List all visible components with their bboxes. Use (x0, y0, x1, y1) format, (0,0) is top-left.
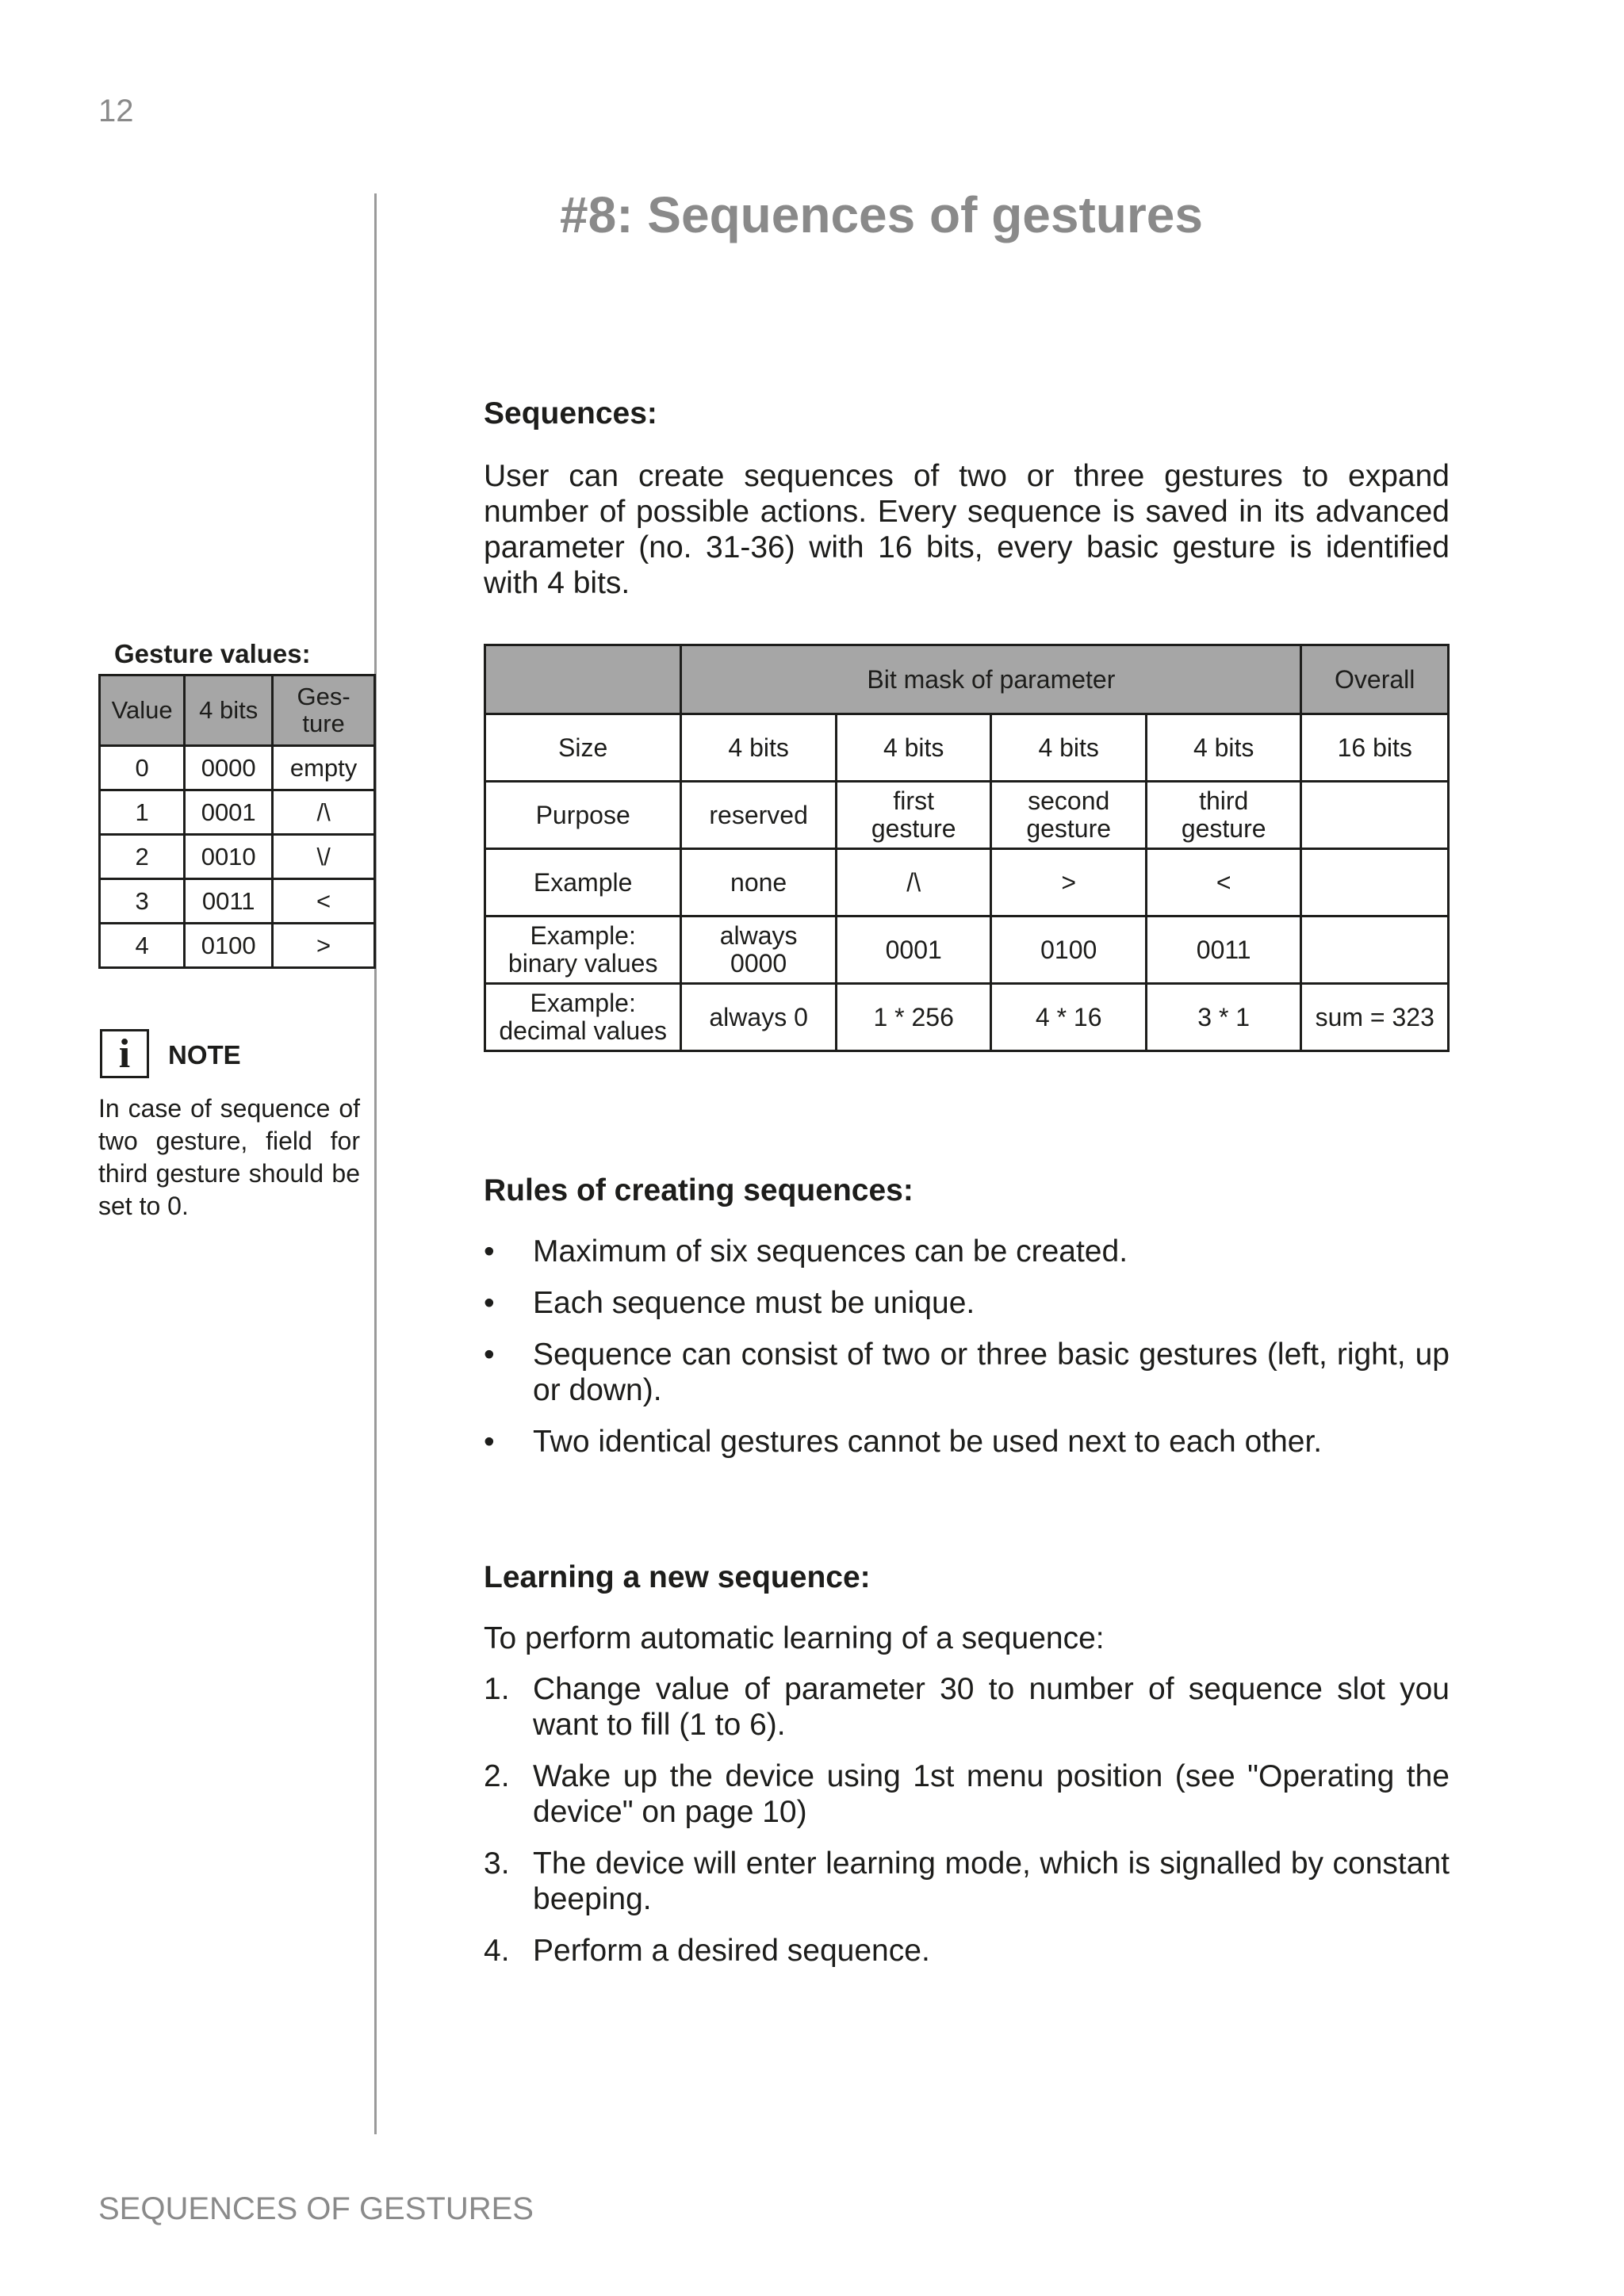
page-footer: SEQUENCES OF GESTURES (98, 2191, 534, 2226)
table-cell: 0001 (836, 916, 991, 984)
list-item (484, 1424, 1450, 1460)
list-item-text: Sequence can consist of two or three basic gestures (left, right, up or down). (533, 1337, 1450, 1407)
table-cell: none (681, 849, 837, 916)
list-item-text: Each sequence must be unique. (533, 1286, 975, 1320)
table-header-cell: 4 bits (185, 675, 273, 746)
table-row (100, 746, 375, 790)
table-cell: 1 * 256 (836, 984, 991, 1051)
table-row (485, 849, 1449, 916)
table-cell: /\ (836, 849, 991, 916)
table-cell: 4 bits (1146, 714, 1301, 782)
note-label: NOTE (168, 1040, 241, 1070)
learning-steps (484, 1671, 1450, 1984)
table-header-cell: Ges- ture (273, 675, 375, 746)
bullet-marker: • (484, 1425, 495, 1459)
list-item-text: The device will enter learning mode, which is signalled by constant beeping. (533, 1846, 1450, 1916)
table-row (485, 984, 1449, 1051)
bullet-marker: • (484, 1286, 495, 1320)
sidebar-divider (374, 193, 377, 2134)
table-header-cell: Value (100, 675, 185, 746)
row-label-cell: Example: decimal values (485, 984, 681, 1051)
list-item (484, 1758, 1450, 1830)
table-row (485, 782, 1449, 849)
page-number: 12 (98, 94, 134, 128)
row-label-cell: Example: binary values (485, 916, 681, 984)
learning-intro: To perform automatic learning of a sequence: (484, 1621, 1105, 1655)
table-cell: < (1146, 849, 1301, 916)
table-cell: 16 bits (1301, 714, 1449, 782)
list-item (484, 1846, 1450, 1917)
note-text: In case of sequence of two gesture, field for third gesture should be set to 0. (98, 1094, 360, 1220)
table-row (485, 916, 1449, 984)
gesture-values-table (98, 674, 376, 969)
table-cell (1301, 916, 1449, 984)
list-item (484, 1671, 1450, 1743)
sequences-heading: Sequences: (484, 396, 657, 430)
table-cell: 3 * 1 (1146, 984, 1301, 1051)
table-cell: third gesture (1146, 782, 1301, 849)
table-cell: /\ (273, 790, 375, 835)
table-row (100, 924, 375, 968)
page-title: #8: Sequences of gestures (560, 186, 1203, 243)
table-cell: always 0000 (681, 916, 837, 984)
table-cell: 2 (100, 835, 185, 879)
table-cell: 3 (100, 879, 185, 924)
info-icon: i (100, 1029, 149, 1078)
table-header-cell: Overall (1301, 645, 1449, 714)
gesture-values-title: Gesture values: (114, 639, 311, 668)
table-cell: 0100 (185, 924, 273, 968)
table-cell: 0010 (185, 835, 273, 879)
bullet-marker: • (484, 1337, 495, 1372)
table-cell: reserved (681, 782, 837, 849)
table-cell: 4 (100, 924, 185, 968)
step-number: 1. (484, 1672, 510, 1706)
step-number: 2. (484, 1759, 510, 1793)
table-cell: empty (273, 746, 375, 790)
step-number: 4. (484, 1934, 510, 1968)
list-item-text: Maximum of six sequences can be created. (533, 1234, 1128, 1269)
row-label-cell: Example (485, 849, 681, 916)
table-cell: 0000 (185, 746, 273, 790)
table-header-row (485, 645, 1449, 714)
table-row (100, 879, 375, 924)
table-cell: first gesture (836, 782, 991, 849)
table-cell (1301, 782, 1449, 849)
table-header-row (100, 675, 375, 746)
row-label-cell: Purpose (485, 782, 681, 849)
table-row (100, 835, 375, 879)
table-cell: second gesture (991, 782, 1147, 849)
table-cell: 4 * 16 (991, 984, 1147, 1051)
table-header-cell: Bit mask of parameter (681, 645, 1301, 714)
table-row (100, 790, 375, 835)
list-item (484, 1933, 1450, 1969)
table-cell: always 0 (681, 984, 837, 1051)
table-cell: 0100 (991, 916, 1147, 984)
row-label-cell: Size (485, 714, 681, 782)
table-cell: < (273, 879, 375, 924)
table-cell: 0 (100, 746, 185, 790)
table-row (485, 714, 1449, 782)
list-item-text: Perform a desired sequence. (533, 1934, 930, 1968)
table-cell: 0001 (185, 790, 273, 835)
bitmask-table (484, 644, 1450, 1052)
list-item (484, 1234, 1450, 1269)
table-cell: 1 (100, 790, 185, 835)
table-cell: \/ (273, 835, 375, 879)
list-item-text: Change value of parameter 30 to number of sequence slot you want to fill (1 to 6). (533, 1672, 1450, 1742)
step-number: 3. (484, 1846, 510, 1881)
list-item-text: Two identical gestures cannot be used next to each other. (533, 1425, 1323, 1459)
sequences-paragraph: User can create sequences of two or three gestures to expand number of possible actions. Every sequence is saved in its advanced parameter (no. 31-36) with 16 bits, every basic gesture is identified with 4 bits. (484, 459, 1450, 600)
list-item (484, 1285, 1450, 1321)
table-cell: > (273, 924, 375, 968)
table-header-cell (485, 645, 681, 714)
rules-list (484, 1234, 1450, 1475)
list-item (484, 1337, 1450, 1408)
table-cell: sum = 323 (1301, 984, 1449, 1051)
table-cell: 4 bits (836, 714, 991, 782)
table-cell: 0011 (1146, 916, 1301, 984)
table-cell: 0011 (185, 879, 273, 924)
table-cell (1301, 849, 1449, 916)
table-cell: 4 bits (681, 714, 837, 782)
list-item-text: Wake up the device using 1st menu position (see "Operating the device" on page 10) (533, 1759, 1450, 1829)
learning-heading: Learning a new sequence: (484, 1560, 871, 1594)
bullet-marker: • (484, 1234, 495, 1269)
table-cell: > (991, 849, 1147, 916)
table-cell: 4 bits (991, 714, 1147, 782)
rules-heading: Rules of creating sequences: (484, 1173, 914, 1207)
